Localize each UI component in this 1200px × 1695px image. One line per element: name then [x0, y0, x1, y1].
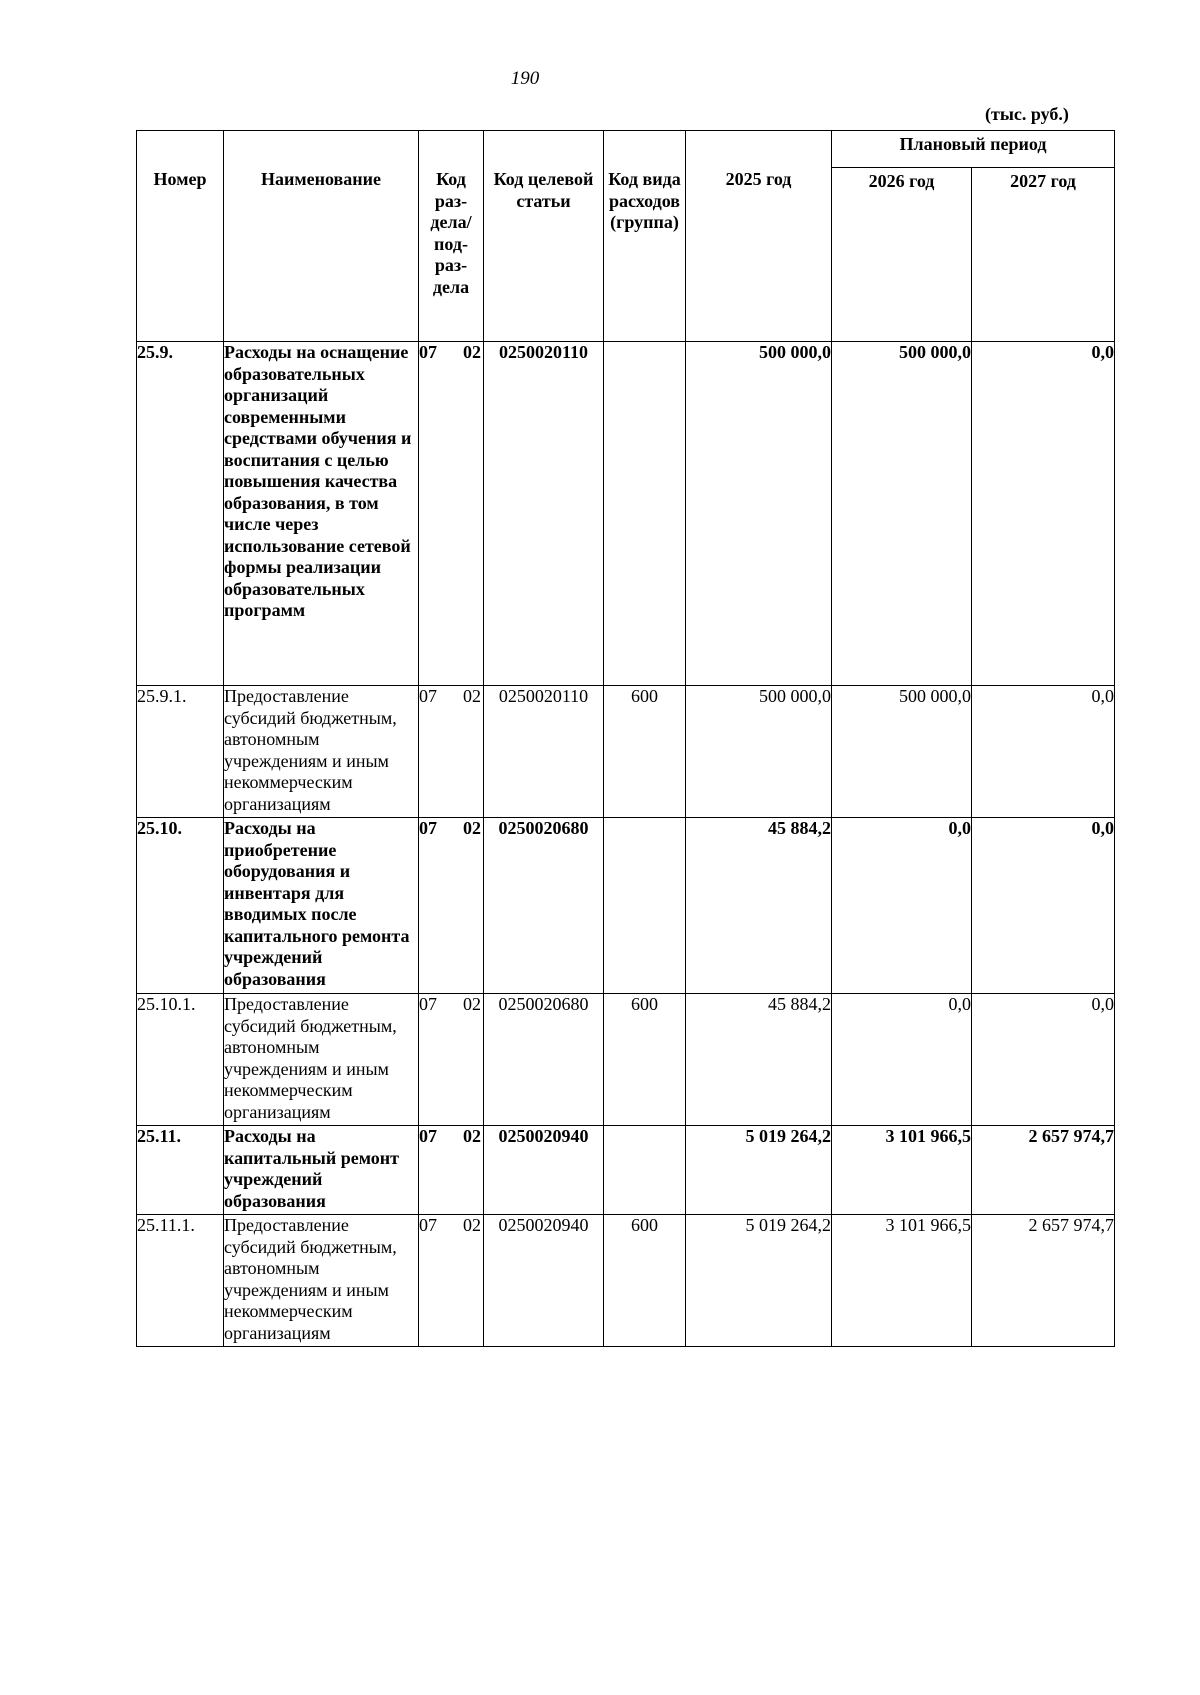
row-section-code — [419, 994, 484, 1126]
row-section-code — [419, 342, 484, 686]
row-target-code: 0250020110 — [484, 686, 604, 818]
section: 07 — [419, 994, 437, 1014]
units-label: (тыс. руб.) — [985, 104, 1069, 124]
section: 07 — [419, 686, 437, 706]
row-number: 25.9.1. — [137, 686, 224, 818]
header-target-code: Код целевой статьи — [484, 131, 604, 342]
subsection: 02 — [463, 686, 481, 706]
section: 07 — [419, 1126, 437, 1146]
row-expense-type: 600 — [604, 686, 686, 818]
header-planned-period: Плановый период — [832, 131, 1115, 168]
row-target-code: 0250020940 — [484, 1215, 604, 1347]
row-name: Расходы на капитальный ремонт учреждений образования — [224, 1126, 419, 1215]
row-amount-2027: 2 657 974,7 — [972, 1126, 1115, 1215]
table-row — [137, 1215, 1115, 1347]
header-section-code: Код раз-дела/ под-раз-дела — [419, 131, 484, 342]
section: 07 — [419, 342, 437, 362]
row-section-code — [419, 1215, 484, 1347]
row-name: Предоставление субсидий бюджетным, автономным учреждениям и иным некоммерческим организациям — [224, 1215, 419, 1347]
row-amount-2025: 500 000,0 — [686, 342, 832, 686]
section: 07 — [419, 818, 437, 838]
row-section-code — [419, 818, 484, 994]
header-expense-type-code: Код вида расходов (группа) — [604, 131, 686, 342]
row-name: Расходы на приобретение оборудования и инвентаря для вводимых после капитального ремонта учреждений образования — [224, 818, 419, 994]
row-expense-type — [604, 342, 686, 686]
row-expense-type: 600 — [604, 994, 686, 1126]
header-year-2026: 2026 год — [832, 168, 972, 342]
row-amount-2026: 3 101 966,5 — [832, 1126, 972, 1215]
table-row — [137, 686, 1115, 818]
row-amount-2027: 0,0 — [972, 818, 1115, 994]
row-name: Предоставление субсидий бюджетным, автономным учреждениям и иным некоммерческим организациям — [224, 994, 419, 1126]
row-number: 25.10.1. — [137, 994, 224, 1126]
row-number: 25.10. — [137, 818, 224, 994]
row-number: 25.11. — [137, 1126, 224, 1215]
budget-table — [136, 130, 1115, 1347]
row-target-code: 0250020680 — [484, 818, 604, 994]
row-section-code — [419, 686, 484, 818]
row-section-code — [419, 1126, 484, 1215]
row-amount-2025: 5 019 264,2 — [686, 1215, 832, 1347]
row-amount-2027: 0,0 — [972, 994, 1115, 1126]
subsection: 02 — [463, 818, 481, 838]
subsection: 02 — [463, 1126, 481, 1146]
section: 07 — [419, 1215, 437, 1235]
row-expense-type — [604, 1126, 686, 1215]
row-amount-2026: 3 101 966,5 — [832, 1215, 972, 1347]
row-expense-type: 600 — [604, 1215, 686, 1347]
header-name: Наименование — [224, 131, 419, 342]
row-amount-2026: 0,0 — [832, 994, 972, 1126]
row-name: Предоставление субсидий бюджетным, автономным учреждениям и иным некоммерческим организациям — [224, 686, 419, 818]
page-number: 190 — [510, 68, 540, 89]
row-amount-2025: 5 019 264,2 — [686, 1126, 832, 1215]
row-amount-2027: 0,0 — [972, 342, 1115, 686]
row-expense-type — [604, 818, 686, 994]
row-amount-2027: 0,0 — [972, 686, 1115, 818]
row-target-code: 0250020940 — [484, 1126, 604, 1215]
row-target-code: 0250020680 — [484, 994, 604, 1126]
row-amount-2026: 0,0 — [832, 818, 972, 994]
row-amount-2025: 45 884,2 — [686, 818, 832, 994]
row-number: 25.9. — [137, 342, 224, 686]
subsection: 02 — [463, 994, 481, 1014]
table-row — [137, 994, 1115, 1126]
header-year-2027: 2027 год — [972, 168, 1115, 342]
row-amount-2025: 45 884,2 — [686, 994, 832, 1126]
row-amount-2026: 500 000,0 — [832, 686, 972, 818]
table-row — [137, 1126, 1115, 1215]
row-amount-2025: 500 000,0 — [686, 686, 832, 818]
row-target-code: 0250020110 — [484, 342, 604, 686]
header-year-2025: 2025 год — [686, 131, 832, 342]
row-amount-2027: 2 657 974,7 — [972, 1215, 1115, 1347]
header-number: Номер — [137, 131, 224, 342]
row-name: Расходы на оснащение образовательных организаций современными средствами обучения и воспитания с целью повышения качества образования, в том числе через использование сетевой формы реализации образовательных программ — [224, 342, 419, 686]
subsection: 02 — [463, 1215, 481, 1235]
row-amount-2026: 500 000,0 — [832, 342, 972, 686]
subsection: 02 — [463, 342, 481, 362]
row-number: 25.11.1. — [137, 1215, 224, 1347]
table-row — [137, 818, 1115, 994]
table-row — [137, 342, 1115, 686]
